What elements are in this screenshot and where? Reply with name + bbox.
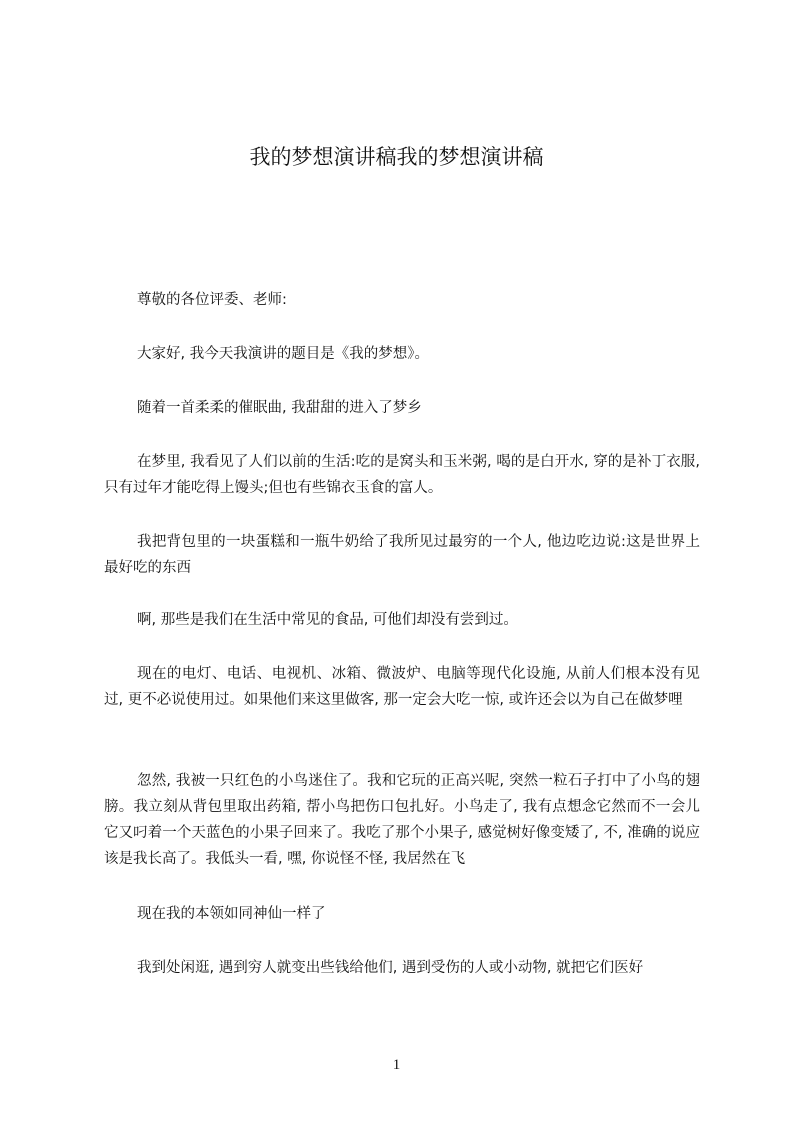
page-number: 1 — [392, 1057, 401, 1073]
document-title: 我的梦想演讲稿我的梦想演讲稿 — [249, 145, 544, 169]
paragraph-intro: 随着一首柔柔的催眠曲, 我甜甜的进入了梦乡 — [137, 400, 422, 416]
paragraph-gift: 我把背包里的一块蛋糕和一瓶牛奶给了我所见过最穷的一个人, 他边吃边说:这是世界上最好吃的东西 — [104, 534, 700, 576]
paragraph-past-life: 在梦里, 我看见了人们以前的生活:吃的是窝头和玉米粥, 喝的是白开水, 穿的是补丁衣服, 只有过年才能吃得上馒头;但也有些锦衣玉食的富人。 — [104, 454, 700, 496]
paragraph-help: 我到处闲逛, 遇到穷人就变出些钱给他们, 遇到受伤的人或小动物, 就把它们医好 — [137, 960, 644, 976]
paragraph-bird: 忽然, 我被一只红色的小鸟迷住了。我和它玩的正高兴呢, 突然一粒石子打中了小鸟的翅膀。我立刻从背包里取出药箱, 帮小鸟把伤口包扎好。小鸟走了, 我有点想念它然而不一会儿它又叼着一个天蓝色的小果子回来了。我吃了那个小果子, 感觉树好像变矮了, 不, 准确的说应该是我长高了。我低头一看, 嘿, 你说怪不怪, 我居然在飞 — [104, 773, 700, 867]
paragraph-power: 现在我的本领如同神仙一样了 — [137, 906, 326, 922]
paragraph-greeting: 大家好, 我今天我演讲的题目是《我的梦想》。 — [137, 346, 429, 362]
paragraph-modern: 现在的电灯、电话、电视机、冰箱、微波炉、电脑等现代化设施, 从前人们根本没有见过, 更不必说使用过。如果他们来这里做客, 那一定会大吃一惊, 或许还会以为自己在做梦哩 — [104, 666, 700, 708]
paragraph-food: 啊, 那些是我们在生活中常见的食品, 可他们却没有尝到过。 — [137, 612, 518, 628]
paragraph-salutation: 尊敬的各位评委、老师: — [137, 292, 287, 308]
